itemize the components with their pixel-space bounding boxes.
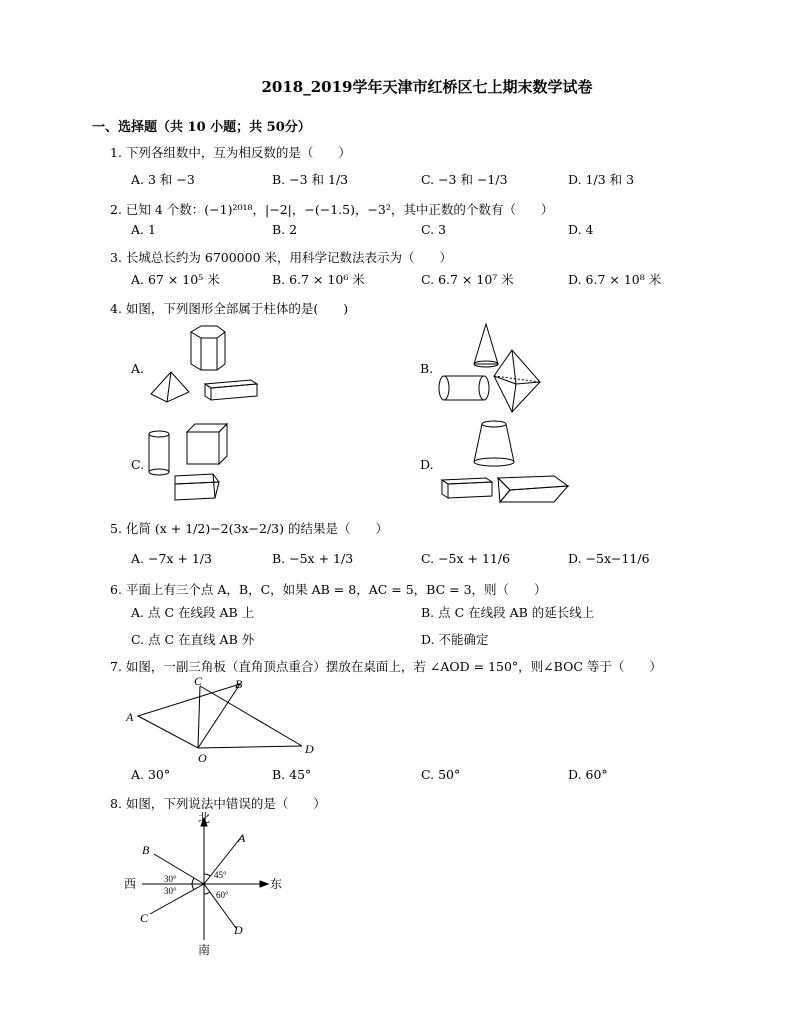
q6-option-b: B. 点 C 在线段 AB 的延长线上 [421,605,595,620]
q4-figure-a [145,322,265,407]
fig8-angle-30-lower: 30° [164,886,177,896]
question-3-stem: 3. 长城总长约为 6700000 米，用科学记数法表示为（ ） [110,250,453,265]
q1-option-c: C. −3 和 −1/3 [421,172,508,187]
fig8-label-b: B [142,843,150,857]
question-8-stem: 8. 如图，下列说法中错误的是（ ） [110,796,326,811]
q2-option-b: B. 2 [272,222,298,237]
q4-option-a: A. [131,361,145,376]
q4-figure-d [436,418,571,506]
q4-option-d: D. [420,457,434,472]
q7-option-a: A. 30° [131,767,171,782]
fig7-label-c: C [194,674,203,688]
q1-option-d: D. 1/3 和 3 [568,172,635,187]
q5-option-b: B. −5x + 1/3 [272,551,354,566]
q4-figure-c [145,420,255,505]
q5-option-d: D. −5x−11/6 [568,551,650,566]
q3-option-c: C. 6.7 × 10⁷ 米 [421,272,514,287]
page-title: 2018_2019学年天津市红桥区七上期末数学试卷 [261,78,593,96]
fig8-angle-60: 60° [216,890,229,900]
q1-option-a: A. 3 和 −3 [131,172,195,187]
fig7-label-o: O [198,751,207,765]
q8-compass-figure [120,810,290,958]
q4-option-c: C. [131,457,145,472]
fig8-label-d: D [234,923,243,937]
q7-option-c: C. 50° [421,767,461,782]
q3-option-b: B. 6.7 × 10⁶ 米 [272,272,365,287]
fig8-label-c: C [140,911,149,925]
question-7-stem: 7. 如图，一副三角板（直角顶点重合）摆放在桌面上，若 ∠AOD = 150°，则∠BOC 等于（ ） [110,659,662,674]
q4-option-b: B. [420,361,434,376]
fig8-angle-30-upper: 30° [164,874,177,884]
question-2-stem: 2. 已知 4 个数：(−1)²⁰¹⁸，|−2|，−(−1.5)，−3²，其中正数的个数有（ ） [110,202,554,217]
q5-option-a: A. −7x + 1/3 [131,551,212,566]
question-5-stem: 5. 化简 (x + 1/2)−2(3x−2/3) 的结果是（ ） [110,521,388,536]
section-heading: 一、选择题（共 10 小题；共 50分） [92,120,311,135]
q3-option-a: A. 67 × 10⁵ 米 [131,272,220,287]
q6-option-c: C. 点 C 在直线 AB 外 [131,632,255,647]
fig7-label-a: A [126,710,134,724]
fig8-label-west: 西 [124,877,137,891]
fig8-label-south: 南 [198,943,211,957]
q2-option-d: D. 4 [568,222,594,237]
question-4-stem: 4. 如图，下列图形全部属于柱体的是( ) [110,301,349,316]
q1-option-b: B. −3 和 1/3 [272,172,349,187]
q2-option-a: A. 1 [131,222,156,237]
fig8-label-north: 北 [198,811,211,825]
question-6-stem: 6. 平面上有三个点 A，B，C，如果 AB = 8，AC = 5，BC = 3，则（ ） [110,582,547,597]
fig8-label-east: 东 [270,877,283,891]
q6-option-d: D. 不能确定 [421,632,489,647]
q4-figure-b [436,320,556,415]
fig7-label-d: D [305,742,314,756]
fig7-label-b: B [235,677,243,691]
fig8-angle-45: 45° [214,870,227,880]
q5-option-c: C. −5x + 11/6 [421,551,511,566]
fig8-label-a: A [238,831,246,845]
q2-option-c: C. 3 [421,222,447,237]
question-1-stem: 1. 下列各组数中，互为相反数的是（ ） [110,145,351,160]
q3-option-d: D. 6.7 × 10⁸ 米 [568,272,662,287]
q7-figure [122,672,322,767]
q7-option-b: B. 45° [272,767,312,782]
q6-option-a: A. 点 C 在线段 AB 上 [131,605,255,620]
q7-option-d: D. 60° [568,767,608,782]
